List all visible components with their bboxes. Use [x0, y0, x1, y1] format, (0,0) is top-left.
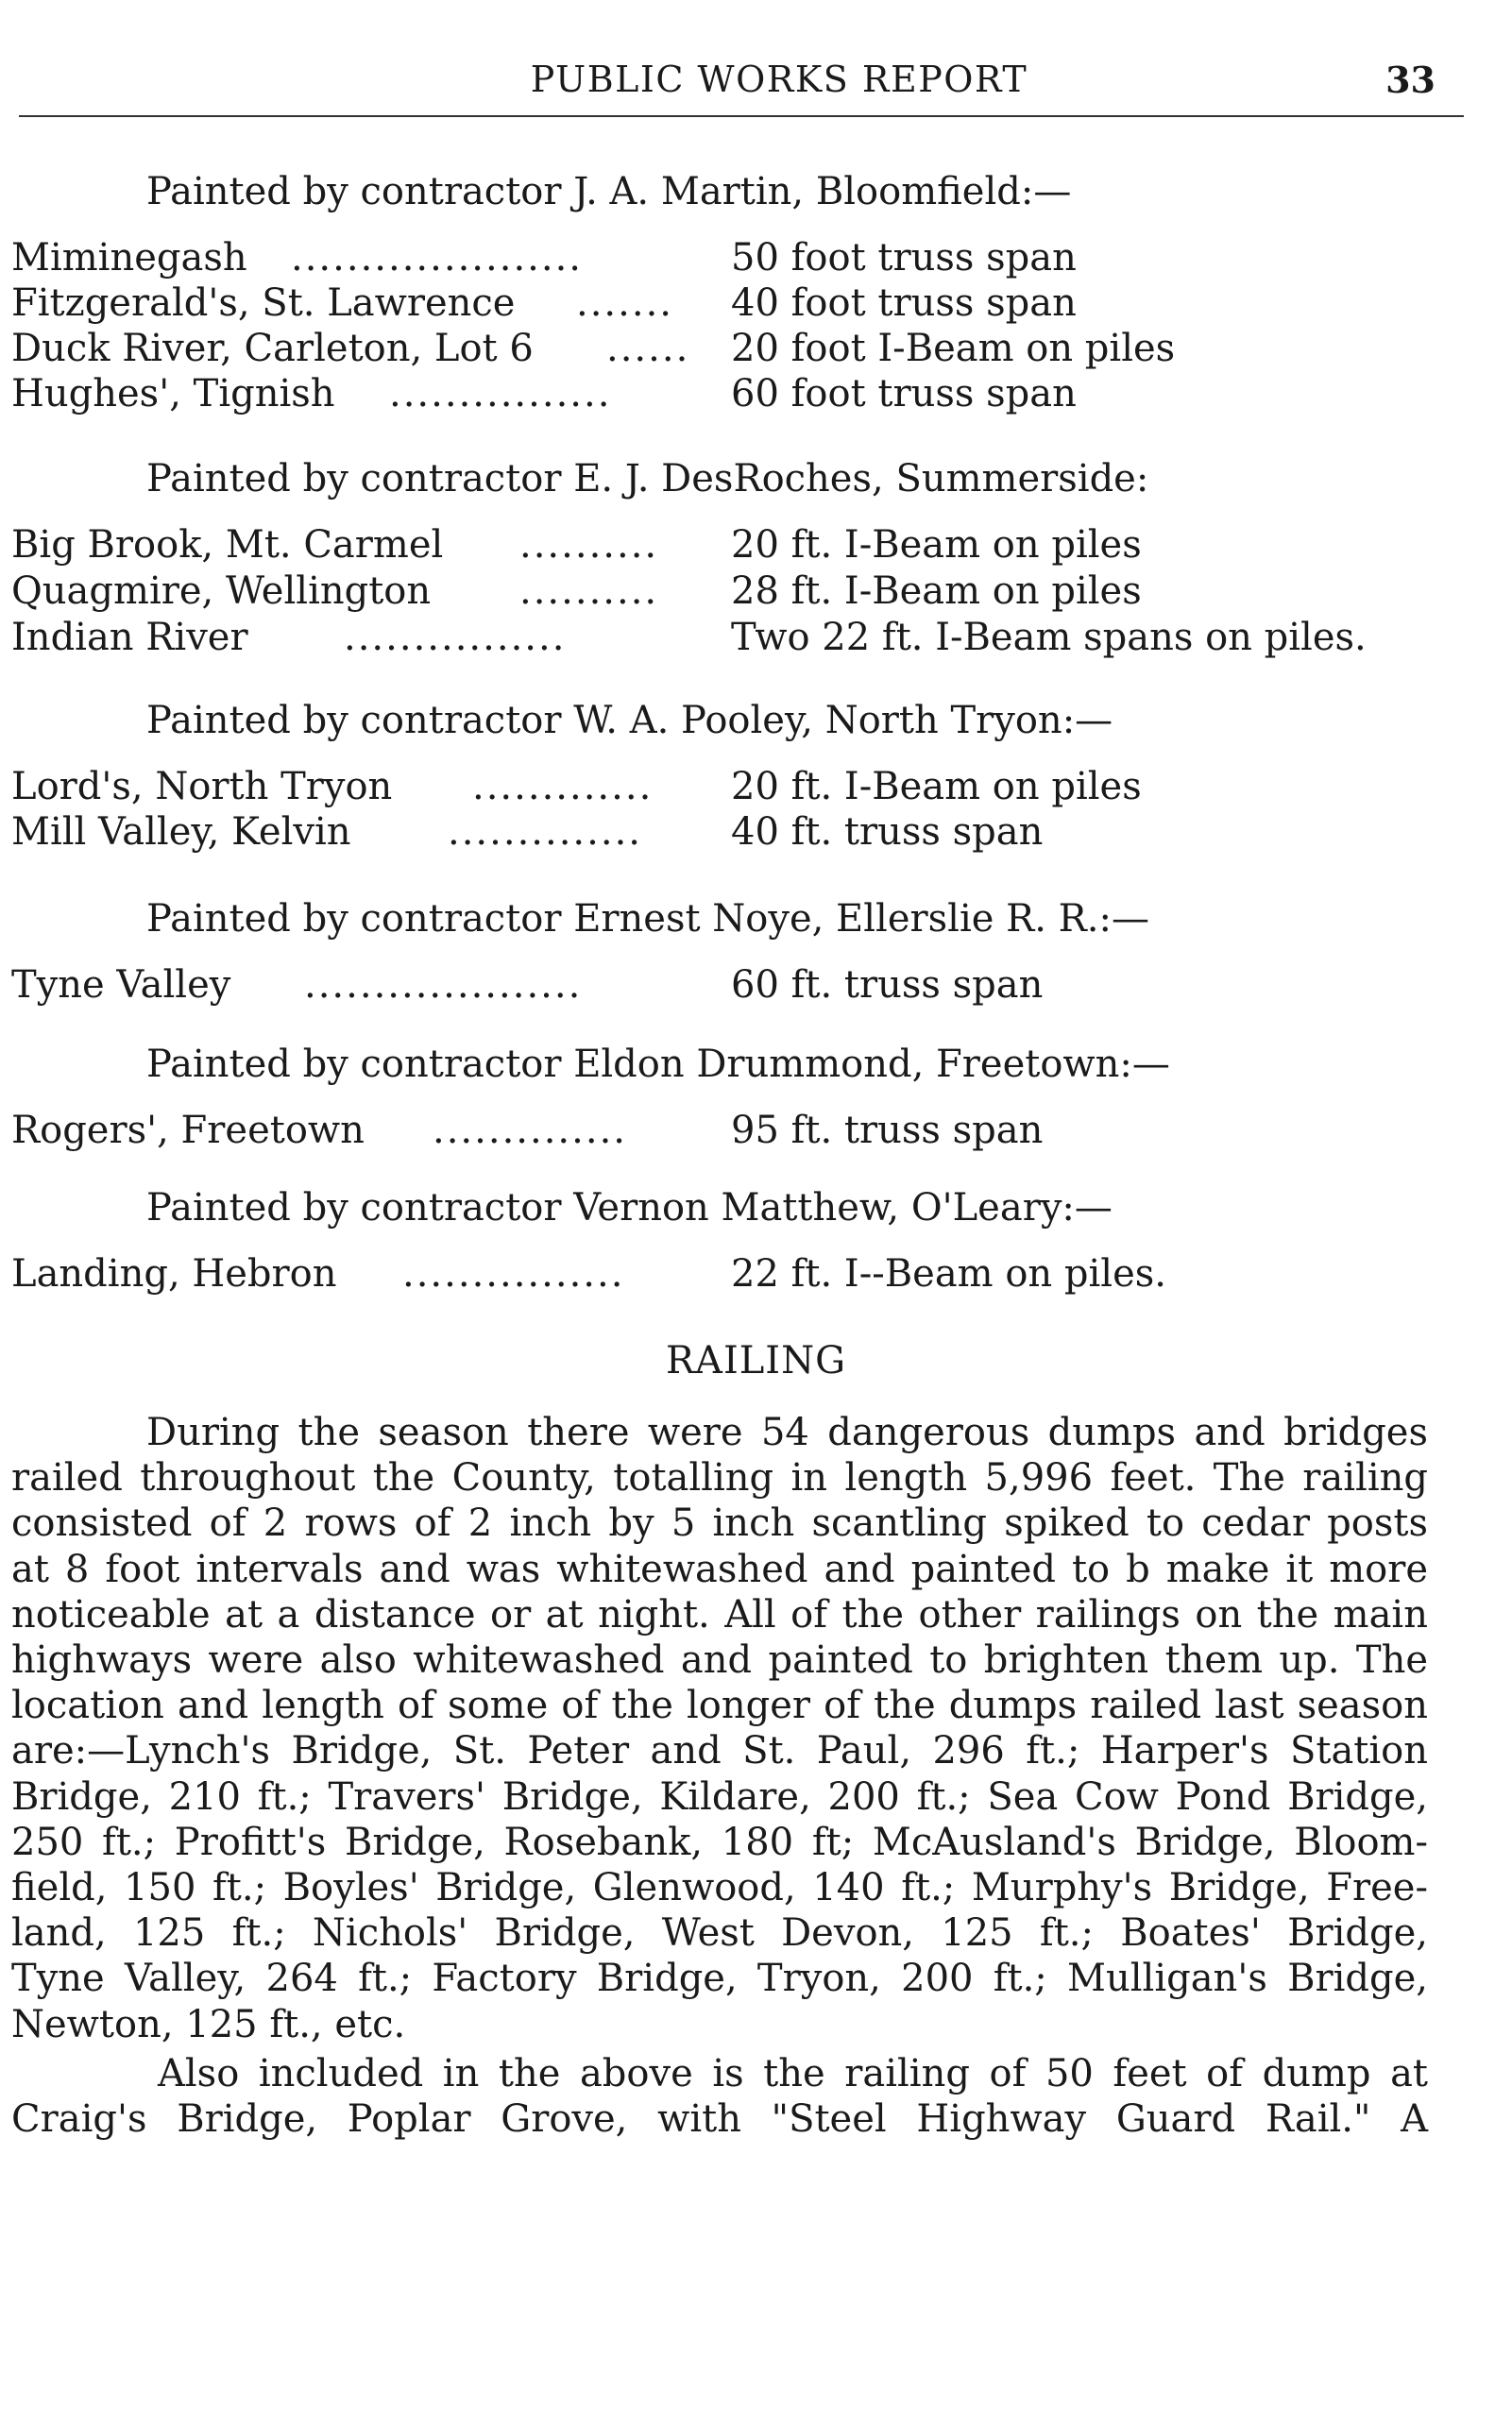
list-item: [11, 1109, 1475, 1156]
paragraph-line: Bridge, 210 ft.; Travers' Bridge, Kildare, 200 ft.; Sea Cow Pond Bridge,: [11, 1774, 1428, 1819]
paragraph-line: 250 ft.; Profitt's Bridge, Rosebank, 180 ft; McAusland's Bridge, Bloom-: [11, 1820, 1428, 1864]
bridge-location: Miminegash: [11, 236, 247, 280]
paragraph-line: Also included in the above is the railing of 50 feet of dump at: [158, 2052, 1428, 2095]
running-title: PUBLIC WORKS REPORT: [530, 59, 1028, 100]
paragraph-line: Craig's Bridge, Poplar Grove, with "Steel Highway Guard Rail." A: [11, 2097, 1428, 2142]
span-description: 40 ft. truss span: [731, 810, 1044, 854]
running-header: [0, 59, 1473, 115]
paragraph-line: railed throughout the County, totalling in length 5,996 feet. The railing: [11, 1456, 1428, 1501]
span-description: 20 ft. I-Beam on piles: [731, 523, 1142, 567]
bridge-location: Tyne Valley: [11, 963, 231, 1007]
span-description: Two 22 ft. I-Beam spans on piles.: [731, 616, 1367, 659]
span-description: 60 foot truss span: [731, 372, 1077, 416]
page-number: 33: [1385, 59, 1436, 101]
section-heading: RAILING: [665, 1339, 847, 1383]
list-item: [11, 236, 1475, 283]
contractor-heading: Painted by contractor E. J. DesRoches, Summerside:: [146, 457, 1149, 500]
dot-leader: .......: [576, 281, 674, 325]
dot-leader: .....................: [291, 236, 584, 280]
span-description: 22 ft. I--Beam on piles.: [731, 1252, 1166, 1296]
paragraph-line: highways were also whitewashed and painted to brighten them up. The: [11, 1638, 1428, 1683]
bridge-location: Lord's, North Tryon: [11, 765, 393, 808]
bridge-location: Mill Valley, Kelvin: [11, 810, 351, 854]
span-description: 28 ft. I-Beam on piles: [731, 569, 1142, 613]
paragraph-line: During the season there were 54 dangerous dumps and bridges: [146, 1411, 1428, 1454]
header-rule: [19, 115, 1464, 117]
dot-leader: .............: [472, 765, 654, 808]
paragraph-line: Tyne Valley, 264 ft.; Factory Bridge, Tryon, 200 ft.; Mulligan's Bridge,: [11, 1957, 1428, 2001]
span-description: 20 ft. I-Beam on piles: [731, 765, 1142, 808]
contractor-heading: Painted by contractor Vernon Matthew, O'Leary:—: [146, 1186, 1113, 1230]
span-description: 40 foot truss span: [731, 281, 1077, 325]
list-item: [11, 372, 1475, 419]
dot-leader: ..........: [519, 523, 659, 567]
contractor-heading: Painted by contractor J. A. Martin, Bloomfield:—: [146, 170, 1072, 213]
railing-paragraph: [11, 2051, 1428, 2142]
paragraph-line: at 8 foot intervals and was whitewashed and painted to b make it more: [11, 1547, 1428, 1591]
list-item: [11, 281, 1475, 329]
paragraph-line: consisted of 2 rows of 2 inch by 5 inch scantling spiked to cedar posts: [11, 1501, 1428, 1546]
span-description: 60 ft. truss span: [731, 963, 1044, 1007]
bridge-location: Fitzgerald's, St. Lawrence: [11, 281, 516, 325]
paragraph-line: noticeable at a distance or at night. All of the other railings on the main: [11, 1592, 1428, 1637]
dot-leader: ......: [606, 327, 690, 370]
dot-leader: ....................: [304, 963, 583, 1007]
bridge-location: Hughes', Tignish: [11, 372, 335, 416]
dot-leader: ..............: [448, 810, 643, 854]
bridge-location: Big Brook, Mt. Carmel: [11, 523, 444, 567]
list-item: [11, 765, 1475, 812]
paragraph-line: are:—Lynch's Bridge, St. Peter and St. Paul, 296 ft.; Harper's Station: [11, 1729, 1428, 1773]
span-description: 20 foot I-Beam on piles: [731, 327, 1176, 370]
bridge-location: Quagmire, Wellington: [11, 569, 432, 613]
contractor-heading: Painted by contractor Ernest Noye, Ellerslie R. R.:—: [146, 897, 1149, 941]
dot-leader: ................: [389, 372, 612, 416]
list-item: [11, 569, 1475, 617]
dot-leader: ................: [402, 1252, 625, 1296]
paragraph-line: land, 125 ft.; Nichols' Bridge, West Devon, 125 ft.; Boates' Bridge,: [11, 1911, 1428, 1956]
list-item: [11, 1252, 1475, 1299]
paragraph-line: Newton, 125 ft., etc.: [11, 2002, 406, 2046]
span-description: 95 ft. truss span: [731, 1109, 1044, 1152]
list-item: [11, 810, 1475, 857]
list-item: [11, 616, 1475, 663]
span-description: 50 foot truss span: [731, 236, 1077, 280]
paragraph-line: location and length of some of the longer of the dumps railed last season: [11, 1684, 1428, 1728]
contractor-heading: Painted by contractor W. A. Pooley, North Tryon:—: [146, 699, 1113, 742]
bridge-location: Rogers', Freetown: [11, 1109, 365, 1152]
contractor-heading: Painted by contractor Eldon Drummond, Freetown:—: [146, 1043, 1170, 1086]
railing-paragraph: [11, 1410, 1428, 2047]
list-item: [11, 523, 1475, 570]
dot-leader: ................: [344, 616, 567, 659]
dot-leader: ..........: [519, 569, 659, 613]
dot-leader: ..............: [433, 1109, 628, 1152]
bridge-location: Landing, Hebron: [11, 1252, 337, 1296]
paragraph-line: field, 150 ft.; Boyles' Bridge, Glenwood, 140 ft.; Murphy's Bridge, Free-: [11, 1866, 1428, 1910]
list-item: [11, 327, 1475, 374]
list-item: [11, 963, 1475, 1010]
bridge-location: Duck River, Carleton, Lot 6: [11, 327, 534, 370]
bridge-location: Indian River: [11, 616, 248, 659]
